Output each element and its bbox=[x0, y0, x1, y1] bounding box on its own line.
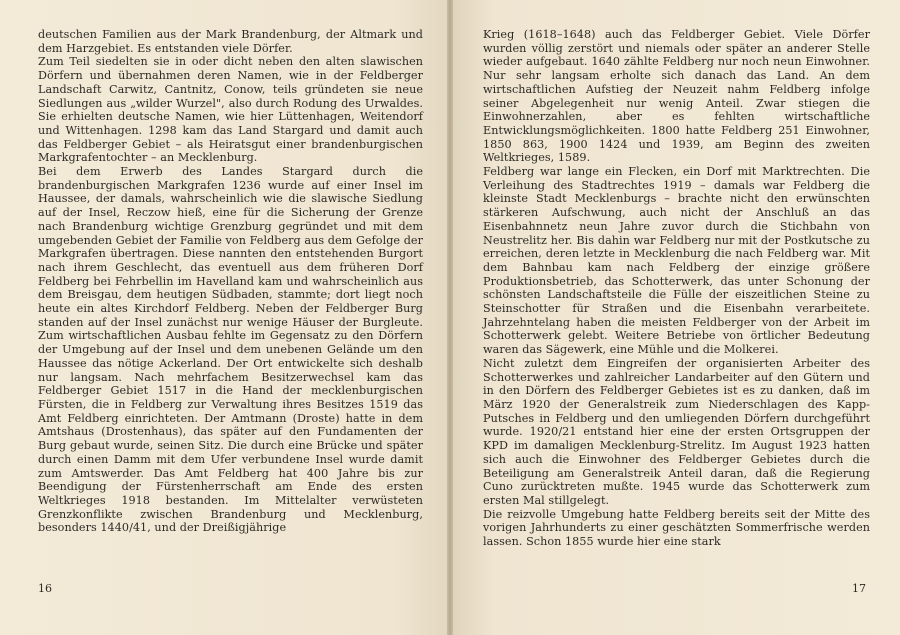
book-gutter bbox=[447, 0, 453, 635]
left-paragraph: Bei dem Erwerb des Landes Stargard durch die brandenburgischen Markgrafen 1236 wurde auf einer Insel im Haussee, der damals, wahrscheinlich wie die slawische Siedlung auf der Insel, Reczow hieß, eine für die Sicherung der Grenze nach Brandenburg wichtige Grenzburg gegründet und mit dem umgebenden Gebiet der Familie von Feldberg aus dem Gefolge der Markgrafen übertragen. Diese nannten den entstehenden Burgort nach ihrem Geschlecht, das eventuell aus dem früheren Dorf Feldberg bei Fehrbellin im Havelland kam und wahrscheinlich aus dem Breisgau, dem heutigen Südbaden, stammte; dort liegt noch heute ein altes Kirchdorf Feldberg. Neben der Feldberger Burg standen auf der Insel zunächst nur wenige Häuser der Burgleute. Zum wirtschaftlichen Ausbau fehlte im Gegensatz zu den Dörfern der Umgebung auf der Insel und dem unebenen Gelände um den Haussee das nötige Ackerland. Der Ort entwickelte sich deshalb nur langsam. Nach mehrfachem Besitzerwechsel kam das Feldberger Gebiet 1517 in die Hand der mecklenburgischen Fürsten, die in Feldberg zur Verwaltung ihres Besitzes 1519 das Amt Feldberg einrichteten. Der Amtmann (Droste) hatte in dem Amtshaus (Drostenhaus), das später auf den Fundamenten der Burg gebaut wurde, seinen Sitz. Die durch eine Brücke und später durch einen Damm mit dem Ufer verbundene Insel wurde damit zum Amtswerder. Das Amt Feldberg hat 400 Jahre bis zur Beendigung der Fürstenherrschaft am Ende des ersten Weltkrieges 1918 bestanden. Im Mittelalter verwüsteten Grenzkonflikte zwischen Brandenburg und Mecklenburg, besonders 1440/41, und der Dreißigjährige bbox=[38, 165, 423, 535]
right-paragraph: Nicht zuletzt dem Eingreifen der organisierten Arbeiter des Schotterwerkes und zahlreicher Landarbeiter auf den Gütern und in den Dörfern des Feldberger Gebietes ist es zu danken, daß im März 1920 der Generalstreik zum Niederschlagen des Kapp-Putsches in Feldberg und den umliegenden Dörfern durchgeführt wurde. 1920/21 entstand hier eine der ersten Ortsgruppen der KPD im damaligen Mecklenburg-Strelitz. Im August 1923 hatten sich auch die Einwohner des Feldberger Gebietes durch die Beteiligung am Generalstreik Anteil daran, daß die Regierung Cuno zurücktreten mußte. 1945 wurde das Schotterwerk zum ersten Mal stillgelegt. bbox=[483, 356, 870, 507]
left-paragraph: Zum Teil siedelten sie in oder dicht neben den alten slawischen Dörfern und übernahmen deren Namen, wie in der Feldberger Landschaft Carwitz, Cantnitz, Conow, teils gründeten sie neue Siedlungen aus „wilder Wurzel", also durch Rodung des Urwaldes. Sie erhielten deutsche Namen, wie hier Lüttenhagen, Weitendorf und Wittenhagen. 1298 kam das Land Stargard und damit auch das Feldberger Gebiet – als Heiratsgut einer brandenburgischen Markgrafentochter – an Mecklenburg. bbox=[38, 55, 423, 165]
page-number: 16 bbox=[38, 582, 52, 595]
right-paragraph: Feldberg war lange ein Flecken, ein Dorf mit Marktrechten. Die Verleihung des Stadtrechtes 1919 – damals war Feldberg die kleinste Stadt Mecklenburgs – brachte nicht den erwünschten stärkeren Aufschwung, auch nicht der Anschluß an das Eisenbahnnetz neun Jahre zuvor durch die Stichbahn von Neustrelitz her. Bis dahin war Feldberg nur mit der Postkutsche zu erreichen, deren letzte in Mecklenburg die nach Feldberg war. Mit dem Bahnbau kam nach Feldberg der einzige größere Produktionsbetrieb, das Schotterwerk, das unter Schonung der schönsten Landschaftsteile die Fülle der eiszeitlichen Steine zu Steinschotter für Straßen und die Eisenbahn verarbeitete. Jahrzehntelang haben die meisten Feldberger von der Arbeit im Schotterwerk gelebt. Weitere Betriebe von örtlicher Bedeutung waren das Sägewerk, eine Mühle und die Molkerei. bbox=[483, 165, 870, 357]
page-number: 17 bbox=[852, 582, 866, 595]
right-paragraph: Die reizvolle Umgebung hatte Feldberg bereits seit der Mitte des vorigen Jahrhunderts zu einer geschätzten Sommerfrische werden lassen. Schon 1855 wurde hier eine stark bbox=[483, 507, 870, 549]
right-page bbox=[449, 0, 900, 635]
left-page bbox=[0, 0, 449, 635]
right-paragraph: Krieg (1618–1648) auch das Feldberger Gebiet. Viele Dörfer wurden völlig zerstört und niemals oder später an anderer Stelle wieder aufgebaut. 1640 zählte Feldberg nur noch neun Einwohner. Nur sehr langsam erholte sich danach das Land. An dem wirtschaftlichen Aufstieg der Neuzeit nahm Feldberg infolge seiner Abgelegenheit nur wenig Anteil. Zwar stiegen die Einwohnerzahlen, aber es fehlten wirtschaftliche Entwicklungsmöglichkeiten. 1800 hatte Feldberg 251 Einwohner, 1850 863, 1900 1424 und 1939, am Beginn des zweiten Weltkrieges, 1589. bbox=[483, 28, 870, 165]
left-paragraph: deutschen Familien aus der Mark Brandenburg, der Altmark und dem Harzgebiet. Es entstanden viele Dörfer. bbox=[38, 28, 423, 55]
